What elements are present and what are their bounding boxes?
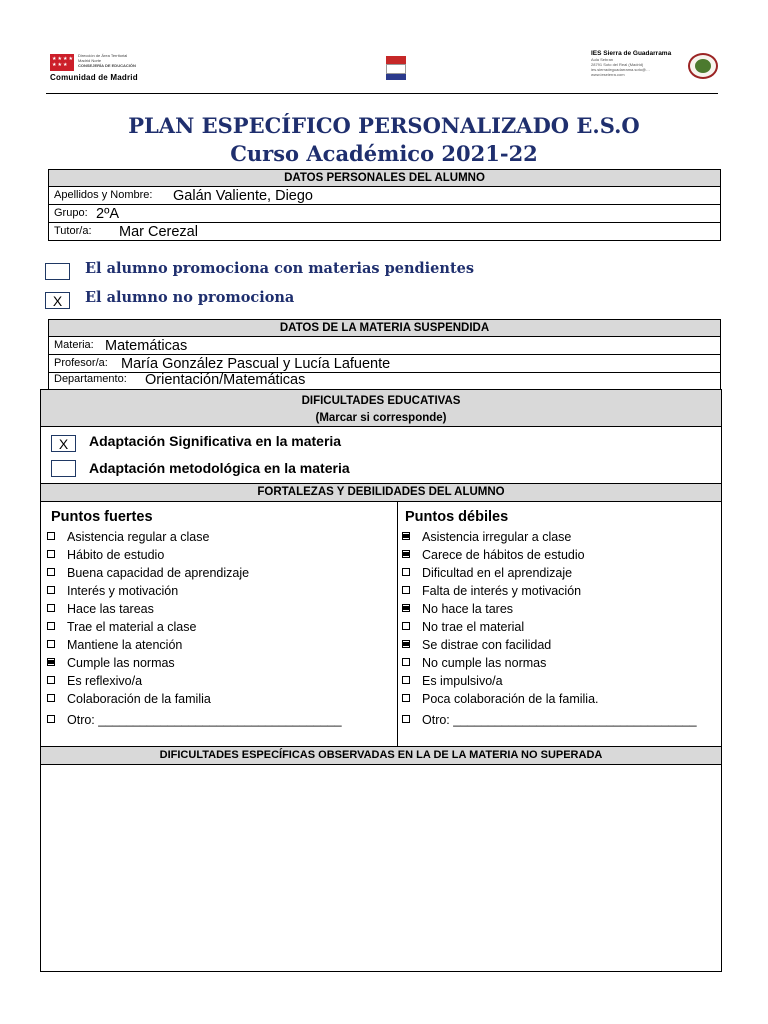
checklist-item-label: Interés y motivación <box>67 584 179 598</box>
checkbox-icon[interactable] <box>47 715 55 723</box>
checklist-item-label: Otro: ___________________________________ <box>67 713 342 727</box>
checkbox-icon[interactable] <box>402 676 410 684</box>
course-year-title: Curso Académico 2021-22 <box>230 141 538 166</box>
checklist-item <box>47 656 392 674</box>
checkbox-icon[interactable] <box>47 640 55 648</box>
checklist-item <box>47 548 392 566</box>
checkbox-icon[interactable] <box>47 604 55 612</box>
checklist-item-label: Asistencia irregular a clase <box>422 530 572 544</box>
does-not-promote-checkbox[interactable]: X <box>45 292 70 309</box>
checklist-item <box>47 566 392 584</box>
specific-difficulties-header: DIFICULTADES ESPECÍFICAS OBSERVADAS EN LA DE LA MATERIA NO SUPERADA <box>40 746 722 765</box>
checklist-item-label: Es impulsivo/a <box>422 674 503 688</box>
weaknesses-list <box>402 530 717 731</box>
checkbox-icon[interactable] <box>47 676 55 684</box>
personal-data-table <box>48 169 721 241</box>
checklist-item <box>402 584 717 602</box>
checkbox-icon[interactable] <box>402 658 410 666</box>
checkbox-icon[interactable] <box>47 568 55 576</box>
checkbox-icon[interactable] <box>402 694 410 702</box>
checked-checkbox-icon[interactable] <box>47 658 55 666</box>
strengths-title: Puntos fuertes <box>51 509 153 525</box>
strengths-weaknesses-section <box>40 483 722 747</box>
checklist-item-label: Poca colaboración de la familia. <box>422 692 599 706</box>
checklist-item-label: Hábito de estudio <box>67 548 165 562</box>
checklist-item <box>402 692 717 710</box>
checked-checkbox-icon[interactable] <box>402 550 410 558</box>
group-label: Grupo: <box>54 207 88 219</box>
checklist-item <box>47 530 392 548</box>
checklist-item <box>47 620 392 638</box>
checkbox-icon[interactable] <box>47 532 55 540</box>
checked-checkbox-icon[interactable] <box>402 604 410 612</box>
weaknesses-column <box>397 501 722 747</box>
checklist-item-label: Trae el material a clase <box>67 620 197 634</box>
checklist-item <box>402 674 717 692</box>
profesor-value: María González Pascual y Lucía Lafuente <box>121 356 391 372</box>
methodological-adaptation-label: Adaptación metodológica en la materia <box>89 460 350 476</box>
failed-subject-header: DATOS DE LA MATERIA SUSPENDIDA <box>48 319 721 337</box>
checklist-item-label: No cumple las normas <box>422 656 547 670</box>
checklist-item <box>402 602 717 620</box>
departamento-value: Orientación/Matemáticas <box>145 372 306 388</box>
profesor-label: Profesor/a: <box>54 357 108 369</box>
checkbox-icon[interactable] <box>47 550 55 558</box>
madrid-flag-icon: ★★★★ ★★★ <box>50 54 74 71</box>
strengths-column <box>40 501 398 747</box>
failed-subject-table <box>48 319 721 389</box>
madrid-logo-name: Comunidad de Madrid <box>50 73 138 82</box>
checked-checkbox-icon[interactable] <box>402 532 410 540</box>
specific-difficulties-textarea[interactable] <box>40 764 722 972</box>
departamento-row <box>48 372 721 389</box>
educational-difficulties-header <box>40 389 722 427</box>
checkbox-icon[interactable] <box>47 622 55 630</box>
checklist-item <box>47 584 392 602</box>
checklist-item-label: Es reflexivo/a <box>67 674 143 688</box>
document-title: PLAN ESPECÍFICO PERSONALIZADO E.S.O <box>128 113 640 138</box>
checklist-item-label: No trae el material <box>422 620 525 634</box>
checklist-item-label: Falta de interés y motivación <box>422 584 582 598</box>
center-emblem-icon <box>386 56 406 80</box>
methodological-adaptation-checkbox[interactable] <box>51 460 76 477</box>
materia-value: Matemáticas <box>105 338 188 354</box>
checklist-item-label: Buena capacidad de aprendizaje <box>67 566 250 580</box>
name-value: Galán Valiente, Diego <box>173 188 313 204</box>
educational-difficulties-title: DIFICULTADES EDUCATIVAS <box>301 395 461 407</box>
promotes-with-pending-label: El alumno promociona con materias pendientes <box>85 260 475 277</box>
strengths-list <box>47 530 392 731</box>
strengths-weaknesses-header: FORTALEZAS Y DEBILIDADES DEL ALUMNO <box>40 483 722 502</box>
checklist-item-label: Carece de hábitos de estudio <box>422 548 585 562</box>
checklist-item <box>47 674 392 692</box>
checkbox-icon[interactable] <box>402 715 410 723</box>
comunidad-madrid-logo <box>50 52 200 84</box>
tutor-value: Mar Cerezal <box>119 224 198 240</box>
checklist-item-label: Dificultad en el aprendizaje <box>422 566 573 580</box>
checklist-item <box>402 548 717 566</box>
checklist-item <box>402 566 717 584</box>
educational-difficulties-subtitle: (Marcar si corresponde) <box>315 412 447 424</box>
materia-label: Materia: <box>54 339 94 351</box>
header-divider <box>46 93 718 94</box>
significant-adaptation-label: Adaptación Significativa en la materia <box>89 433 342 449</box>
checklist-item <box>402 620 717 638</box>
significant-adaptation-checkbox[interactable]: X <box>51 435 76 452</box>
name-row <box>48 186 721 205</box>
checklist-item <box>402 656 717 674</box>
profesor-row <box>48 354 721 373</box>
materia-row <box>48 336 721 355</box>
madrid-logo-subtext: Dirección de Área Territorial Madrid Norte CONSEJERÍA DE EDUCACIÓN <box>78 53 136 68</box>
group-value: 2ºA <box>96 206 120 222</box>
weaknesses-title: Puntos débiles <box>405 509 509 525</box>
checklist-item <box>402 530 717 548</box>
checkbox-icon[interactable] <box>402 622 410 630</box>
tutor-label: Tutor/a: <box>54 225 92 237</box>
checklist-item <box>47 638 392 656</box>
group-row <box>48 204 721 223</box>
tutor-row <box>48 222 721 241</box>
checklist-item <box>47 602 392 620</box>
departamento-label: Departamento: <box>54 373 127 385</box>
checkbox-icon[interactable] <box>47 586 55 594</box>
checklist-item-label: Se distrae con facilidad <box>422 638 552 652</box>
checkbox-icon[interactable] <box>402 586 410 594</box>
checklist-item-label: Colaboración de la familia <box>67 692 211 706</box>
checklist-item-label: Asistencia regular a clase <box>67 530 210 544</box>
personal-data-header: DATOS PERSONALES DEL ALUMNO <box>48 169 721 187</box>
checklist-item-label: Cumple las normas <box>67 656 175 670</box>
ies-logo-text: IES Sierra de Guadarrama Aula Sebran 28791 Soto del Real (Madrid) ies.sierradeguadarrama.soto@… www.ieseierra.com <box>591 50 683 77</box>
educational-difficulties-body <box>40 426 722 484</box>
checkbox-icon[interactable] <box>47 694 55 702</box>
ies-seal-icon <box>688 53 718 79</box>
checklist-item-label: Mantiene la atención <box>67 638 183 652</box>
checklist-item <box>402 713 717 731</box>
name-label: Apellidos y Nombre: <box>54 189 153 201</box>
checklist-item <box>47 713 392 731</box>
checklist-item <box>47 692 392 710</box>
ies-name: IES Sierra de Guadarrama <box>591 50 672 57</box>
checked-checkbox-icon[interactable] <box>402 640 410 648</box>
checklist-item <box>402 638 717 656</box>
specific-difficulties-section <box>40 746 722 972</box>
checklist-item-label: Otro: ___________________________________ <box>422 713 697 727</box>
does-not-promote-label: El alumno no promociona <box>85 289 295 306</box>
checkbox-icon[interactable] <box>402 568 410 576</box>
promotes-with-pending-checkbox[interactable] <box>45 263 70 280</box>
checklist-item-label: Hace las tareas <box>67 602 154 616</box>
educational-difficulties-section <box>40 389 722 484</box>
checklist-item-label: No hace la tares <box>422 602 514 616</box>
